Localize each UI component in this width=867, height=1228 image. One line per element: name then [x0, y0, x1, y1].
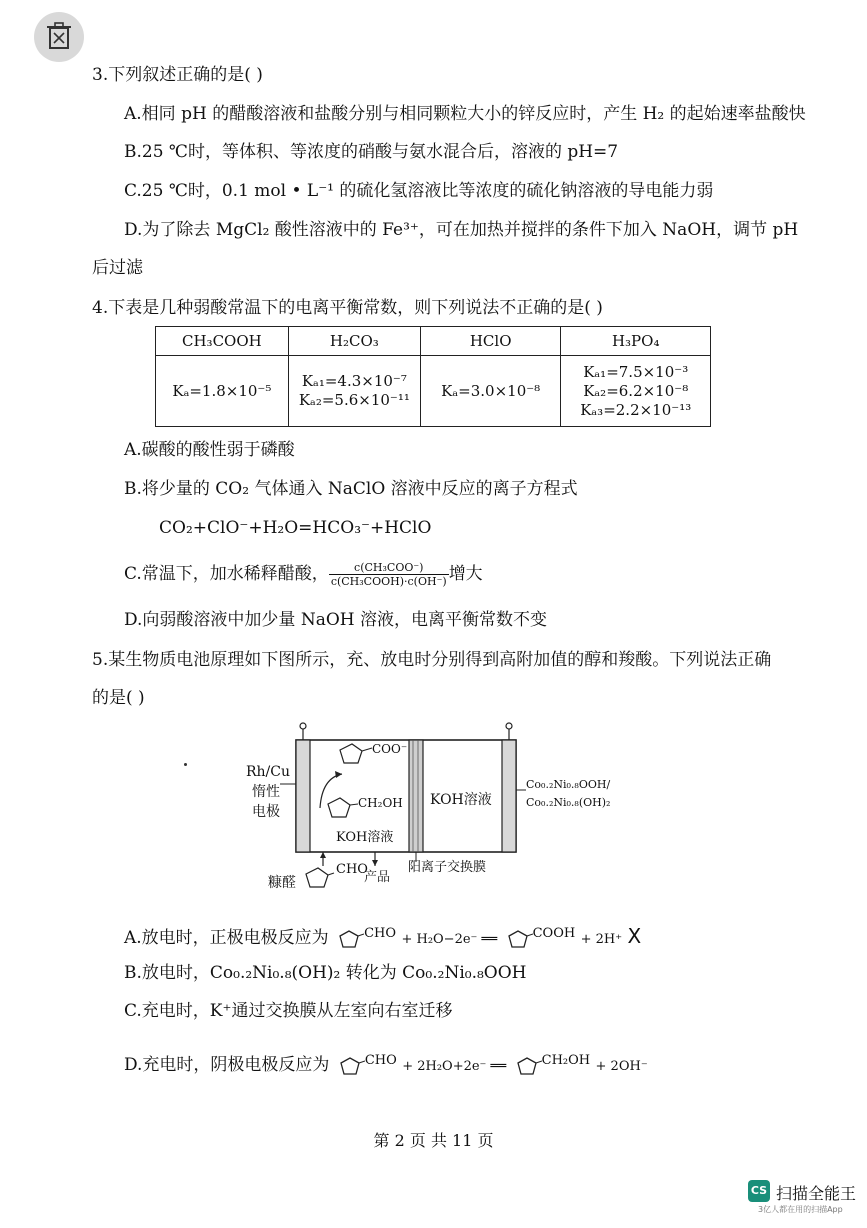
product-label: 产品 — [364, 870, 391, 885]
furan-ring-icon — [340, 744, 372, 763]
camscanner-logo-icon: CS — [748, 1180, 770, 1202]
q5-option-d-text: D.充电时，阴极电极反应为 — [124, 1055, 330, 1075]
fraction-numerator: c(CH₃COO⁻) — [329, 561, 449, 575]
q4-option-c-end: 增大 — [448, 564, 483, 584]
q4-option-b: B.将少量的 CO₂ 气体通入 NaClO 溶液中反应的离子方程式 — [124, 479, 578, 499]
wrong-mark: X — [627, 924, 642, 948]
ka-value: Kₐ₂=5.6×10⁻¹¹ — [298, 391, 410, 409]
aldehyde-group: CHO — [364, 1053, 397, 1068]
watermark-tagline: 3亿人都在用的扫描App — [758, 1205, 843, 1214]
q5-option-c: C.充电时，K⁺通过交换膜从左室向右室迁移 — [124, 1001, 453, 1021]
furan-ring-icon — [335, 1055, 365, 1077]
q3-option-d: D.为了除去 MgCl₂ 酸性溶液中的 Fe³⁺，可在加热并搅拌的条件下加入 NaOH，调节 pH — [124, 220, 799, 240]
reaction-end: + 2H⁺ — [580, 932, 623, 947]
right-electrode-label — [526, 776, 610, 812]
reaction-middle: + 2H₂O+2e⁻ ══ — [402, 1059, 507, 1074]
trash-icon — [34, 12, 84, 62]
q3-option-c: C.25 ℃时，0.1 mol • L⁻¹ 的硫化氢溶液比等浓度的硫化钠溶液的导电能力弱 — [124, 181, 714, 201]
q4-option-a: A.碳酸的酸性弱于磷酸 — [124, 440, 295, 460]
ka-table-cell — [288, 356, 420, 427]
middle-product-label: CH₂OH — [358, 796, 403, 810]
left-electrode-label — [246, 762, 290, 822]
left-solution-label: KOH溶液 — [336, 830, 394, 845]
q4-option-d: D.向弱酸溶液中加少量 NaOH 溶液，电离平衡常数不变 — [124, 610, 548, 630]
watermark-name: 扫描全能王 — [776, 1184, 857, 1203]
ka-table-cell: Kₐ=3.0×10⁻⁸ — [420, 356, 560, 427]
q5-option-d — [124, 1050, 648, 1078]
concentration-fraction — [329, 561, 449, 588]
membrane-label: 阳离子交换膜 — [408, 860, 487, 875]
top-product-label: COO⁻ — [372, 742, 408, 756]
reaction-end: + 2OH⁻ — [595, 1059, 648, 1074]
label-line: Co₀.₂Ni₀.₈OOH/ — [526, 778, 611, 791]
ka-value: Kₐ₁=4.3×10⁻⁷ — [301, 372, 407, 390]
label-line: 惰性 — [252, 784, 280, 800]
q3-option-a: A.相同 pH 的醋酸溶液和盐酸分别与相同颗粒大小的锌反应时，产生 H₂ 的起始速率盐酸快 — [124, 104, 806, 124]
ka-table-header: H₃PO₄ — [561, 327, 711, 356]
q4-option-b-equation: CO₂+ClO⁻+H₂O=HCO₃⁻+HClO — [159, 518, 432, 538]
q3-option-d-cont: 后过滤 — [92, 258, 143, 278]
ka-table — [155, 326, 711, 427]
ka-value: Kₐ₃=2.2×10⁻¹³ — [580, 400, 692, 419]
reaction-middle: + H₂O−2e⁻ ══ — [401, 932, 498, 947]
delete-button[interactable] — [34, 12, 84, 62]
carboxyl-group: COOH — [532, 926, 576, 941]
q5-option-b: B.放电时，Co₀.₂Ni₀.₈(OH)₂ 转化为 Co₀.₂Ni₀.₈OOH — [124, 963, 527, 983]
furan-ring-icon — [306, 868, 334, 887]
ka-table-header: CH₃COOH — [156, 327, 289, 356]
ka-table-header: HClO — [420, 327, 560, 356]
q3-option-b: B.25 ℃时，等体积、等浓度的硝酸与氨水混合后，溶液的 pH=7 — [124, 142, 619, 162]
ka-table-cell: Kₐ=1.8×10⁻⁵ — [156, 356, 289, 427]
furan-ring-icon — [334, 928, 364, 950]
ka-value: Kₐ₂=6.2×10⁻⁸ — [583, 381, 689, 400]
alcohol-group: CH₂OH — [541, 1053, 591, 1068]
ka-table-cell — [561, 356, 711, 427]
fraction-denominator: c(CH₃COOH)·c(OH⁻) — [330, 575, 447, 588]
label-line: 电极 — [252, 804, 280, 820]
q4-stem: 4.下表是几种弱酸常温下的电离平衡常数，则下列说法不正确的是( ) — [92, 298, 603, 318]
aldehyde-group: CHO — [364, 926, 397, 941]
furan-ring-icon — [512, 1055, 542, 1077]
label-line: Rh/Cu — [246, 764, 291, 780]
furan-ring-icon — [328, 798, 358, 817]
q4-option-c — [124, 561, 483, 588]
page-number: 第 2 页 共 11 页 — [373, 1131, 494, 1150]
speck — [184, 763, 187, 766]
furan-ring-icon — [503, 928, 533, 950]
right-solution-label: KOH溶液 — [430, 792, 492, 808]
feed-label: 糠醛 — [268, 875, 296, 891]
q4-option-c-text: C.常温下，加水稀释醋酸， — [124, 564, 329, 584]
label-line: Co₀.₂Ni₀.₈(OH)₂ — [526, 796, 611, 809]
q5-stem: 5.某生物质电池原理如下图所示，充、放电时分别得到高附加值的醇和羧酸。下列说法正确 — [92, 650, 772, 670]
q5-option-a — [124, 923, 641, 951]
ka-table-header: H₂CO₃ — [288, 327, 420, 356]
feed-group-label: CHO — [336, 862, 368, 877]
q5-option-a-text: A.放电时，正极电极反应为 — [124, 928, 329, 948]
q3-stem: 3.下列叙述正确的是( ) — [92, 65, 263, 85]
q5-stem-cont: 的是( ) — [92, 688, 145, 708]
ka-value: Kₐ₁=7.5×10⁻³ — [583, 362, 689, 381]
